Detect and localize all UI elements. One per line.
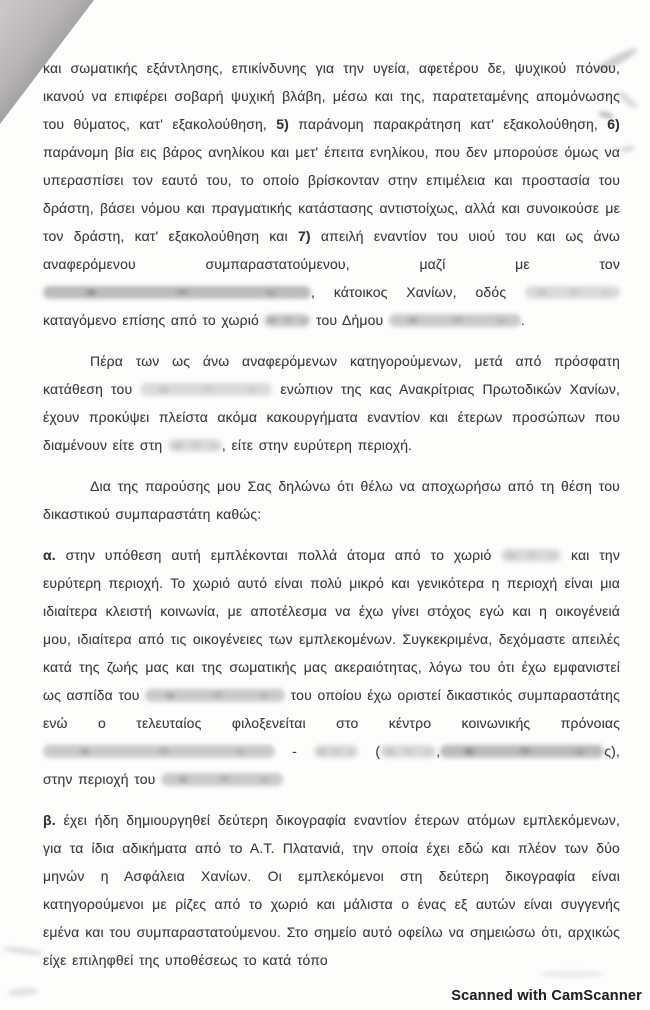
- paragraph: [43, 472, 620, 528]
- text-run: ς), στην περιοχή του: [43, 743, 620, 787]
- redacted-text: [440, 745, 604, 758]
- text-run: Πέρα των ως άνω αναφερόμενων κατηγορούμενων, μετά από πρόσφατη κατάθεση του: [43, 353, 620, 397]
- paragraph: [43, 541, 620, 793]
- redacted-text: [43, 286, 311, 299]
- redacted-text: [43, 745, 275, 758]
- text-run: .: [520, 312, 525, 328]
- camscanner-watermark: Scanned with CamScanner: [451, 988, 642, 1004]
- text-run: καταγόμενο επίσης από το χωριό: [43, 312, 265, 328]
- redacted-text: [380, 745, 436, 758]
- text-run: Δια της παρούσης μου Σας δηλώνω ότι θέλω να αποχωρήσω από τη θέση του δικαστικού συμπαραστάτη καθώς:: [43, 478, 620, 522]
- text-run: του Δήμου: [310, 312, 389, 328]
- text-run: του οποίου έχω οριστεί δικαστικός συμπαραστάτης ενώ ο τελευταίος φιλοξενείται στο κέντρο κοινωνικής πρόνοιας: [43, 687, 620, 731]
- redacted-text: [389, 314, 521, 327]
- redacted-text: [525, 286, 620, 299]
- paragraph: [43, 54, 620, 334]
- bold-run: α.: [43, 547, 56, 563]
- text-run: ,: [436, 743, 441, 759]
- text-run: -: [275, 743, 315, 759]
- redacted-text: [501, 549, 561, 562]
- paragraph: [43, 806, 620, 974]
- scan-smudge: [8, 987, 39, 998]
- text-run: (: [358, 743, 381, 759]
- text-run: απειλή εναντίον του υιού του και ως άνω αναφερόμενου συμπαραστατούμενου, μαζί με τον: [43, 228, 620, 272]
- redacted-text: [140, 383, 272, 396]
- text-run: παράνομη βία εις βάρος ανηλίκου και μετ' έπειτα ενηλίκου, που δεν μπορούσε όμως να υπερασπίσει τον εαυτό του, το οποίο βρίσκονταν στην επιμέλεια και προστασία του δράστη, βάσει νόμου και πραγματικής κατάστασης αντιστοίχως, αλλά και συνοικούσε με τον δράστη, κατ' εξακολούθηση και: [43, 144, 620, 244]
- text-run: ενώπιον της κας Ανακρίτριας Πρωτοδικών Χανίων, έχουν προκύψει πλείστα ακόμα κακουργήματα εναντίον και έτερων προσώπων που διαμένουν είτε στη: [43, 381, 621, 453]
- text-run: στην υπόθεση αυτή εμπλέκονται πολλά άτομα από το χωριό: [55, 547, 502, 563]
- document-body: [43, 54, 620, 987]
- redacted-text: [145, 689, 285, 702]
- redacted-text: [264, 314, 310, 327]
- redacted-text: [314, 745, 358, 758]
- text-run: έχει ήδη δημιουργηθεί δεύτερη δικογραφία εναντίον έτερων ατόμων εμπλεκόμενων, για τα ίδια αδικήματα από το Α.Τ. Πλατανιά, την οποία έχει εδώ και πλέον των δύο μηνών η Ασφάλεια Χανίων. Οι εμπλεκόμενοι στη δεύτερη δικογραφία είναι κατηγορούμενοι με ρίζες από το χωριό και μάλιστα ο ένας εξ αυτών είναι συγγενής εμένα και του συμπαραστατούμενου. Στο σημείο αυτό οφείλω να σημειώσω ότι, αρχικώς είχε επιληφθεί της υποθέσεως το κατά τόπο: [43, 812, 620, 968]
- bold-run: β.: [43, 812, 56, 828]
- bold-run: 7): [297, 228, 311, 244]
- text-run: , κάτοικος Χανίων, οδός: [311, 284, 525, 300]
- text-run: παράνομη παρακράτηση κατ' εξακολούθηση,: [289, 116, 608, 132]
- text-run: και σωματικής εξάντλησης, επικίνδυνης για την υγεία, αφετέρου δε, ψυχικού πόνου, ικανού να επιφέρει σοβαρή ψυχική βλάβη, μέσω και της, παρατεταμένης απομόνωσης του θύματος, κατ' εξακολούθηση,: [43, 60, 620, 132]
- scan-smudge: [2, 945, 44, 957]
- text-run: , είτε στην ευρύτερη περιοχή.: [221, 437, 413, 453]
- redacted-text: [168, 439, 222, 452]
- bold-run: 6): [607, 116, 620, 132]
- bold-run: 5): [276, 116, 289, 132]
- scan-smudge: [620, 145, 636, 154]
- text-run: και την ευρύτερη περιοχή. Το χωριό αυτό είναι πολύ μικρό και γενικότερα η περιοχή είναι μια ιδιαίτερα κλειστή κοινωνία, με αποτέλεσμα να έχω γίνει στόχος εγώ και η οικογένειά μου, ιδιαίτερα από τις οικογένειες των εμπλεκομένων. Συγκεκριμένα, δεχόμαστε απειλές κατά της ζωής μας και της σωματικής μας ακεραιότητας, λόγω του ότι έχω εμφανιστεί ως ασπίδα του: [43, 547, 620, 703]
- redacted-text: [161, 773, 283, 786]
- paragraph: [43, 347, 620, 459]
